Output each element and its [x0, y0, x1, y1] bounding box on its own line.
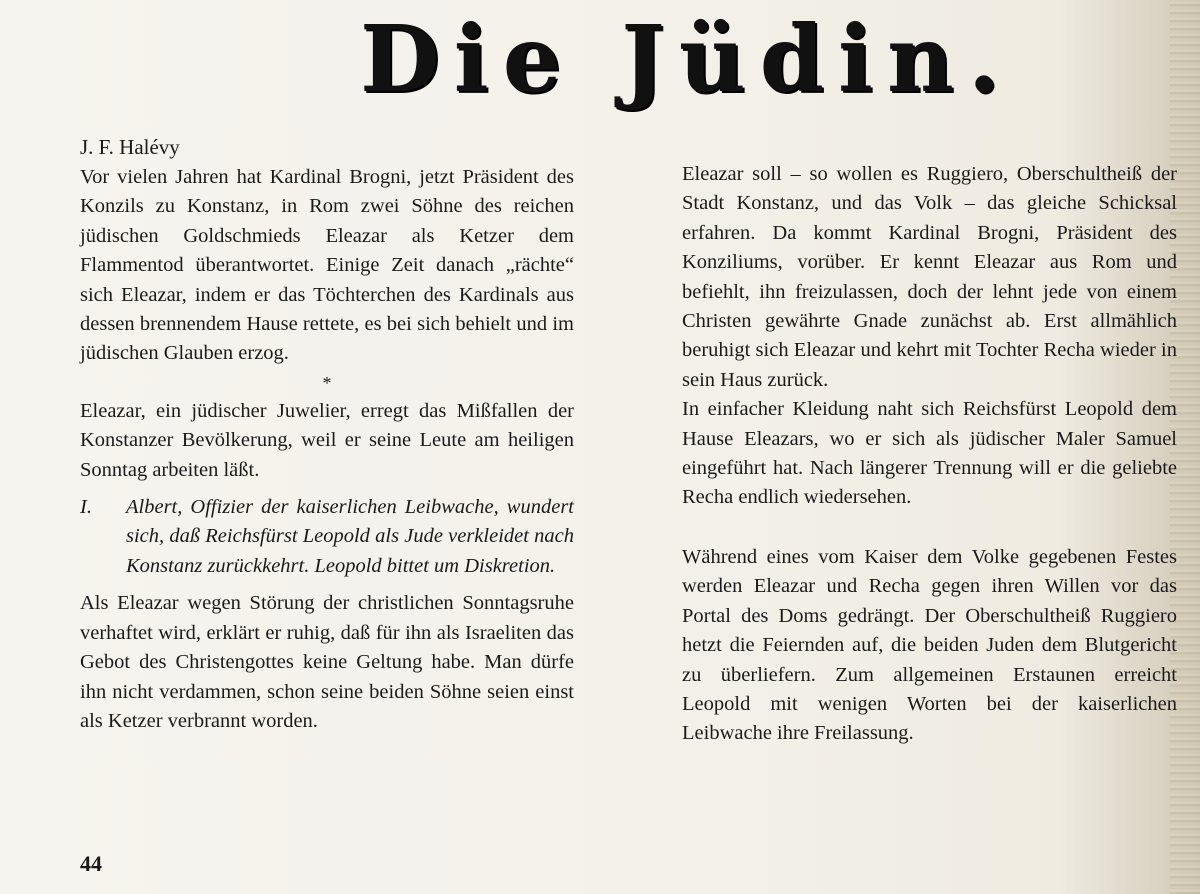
- act-block: [80, 493, 574, 581]
- page-title: Die Jüdin.: [360, 5, 1014, 113]
- story-paragraph: Eleazar, ein jüdischer Juwelier, erregt das Mißfallen der Konstanzer Bevölkerung, weil er seine Leute am heiligen Sonntag arbeiten läßt.: [80, 399, 574, 481]
- composer-name: J. F. Halévy: [80, 135, 180, 159]
- left-column: [80, 163, 574, 736]
- page-number: 44: [80, 851, 102, 876]
- section-separator: *: [322, 372, 332, 393]
- story-paragraph: In einfacher Kleidung naht sich Reichsfürst Leopold dem Hause Eleazars, wo er sich als jüdischer Maler Samuel eingeführt hat. Nach längerer Trennung will er die geliebte Recha endlich wiedersehen.: [682, 398, 1177, 509]
- act-description: Albert, Offizier der kaiserlichen Leibwache, wundert sich, daß Reichsfürst Leopold als Jude verkleidet nach Konstanz zurückkehrt. Leopold bittet um Diskretion.: [126, 496, 574, 577]
- right-column: [682, 160, 1177, 749]
- story-paragraph: Während eines vom Kaiser dem Volke gegebenen Festes werden Eleazar und Recha gegen ihren Willen vor das Portal des Doms gedrängt. Der Oberschultheiß Ruggiero hetzt die Feiernden auf, die beiden Juden dem Blutgericht zu überliefern. Zum allgemeinen Erstaunen erreicht Leopold mit wenigen Worten bei der kaiserlichen Leibwache ihre Freilassung.: [682, 545, 1177, 745]
- paragraph-gap: [682, 513, 1177, 543]
- story-paragraph: Als Eleazar wegen Störung der christlichen Sonntagsruhe verhaftet wird, erklärt er ruhig, daß für ihn als Israeliten das Gebot des Christengottes keine Geltung habe. Man dürfe ihn nicht verdammen, schon seine beiden Söhne seien einst als Ketzer verbrannt worden.: [80, 592, 574, 732]
- act-number: I.: [80, 496, 92, 519]
- intro-paragraph: Vor vielen Jahren hat Kardinal Brogni, jetzt Präsident des Konzils zu Konstanz, in Rom zwei Söhne des reichen jüdischen Goldschmieds Eleazar als Ketzer dem Flammentod überantwortet. Einige Zeit danach „rächte“ sich Eleazar, indem er das Töchterchen des Kardinals aus dessen brennendem Hause rettete, es bei sich behielt und im jüdischen Glauben erzog.: [80, 166, 574, 365]
- story-paragraph: Eleazar soll – so wollen es Ruggiero, Oberschultheiß der Stadt Konstanz, und das Volk – das gleiche Schicksal erfahren. Da kommt Kardinal Brogni, Präsident des Konziliums, vorüber. Er kennt Eleazar aus Rom und befiehlt, ihn freizulassen, doch der lehnt jede von einem Christen gewährte Gnade zunächst ab. Erst allmählich beruhigt sich Eleazar und kehrt mit Tochter Recha wieder in sein Haus zurück.: [682, 163, 1177, 391]
